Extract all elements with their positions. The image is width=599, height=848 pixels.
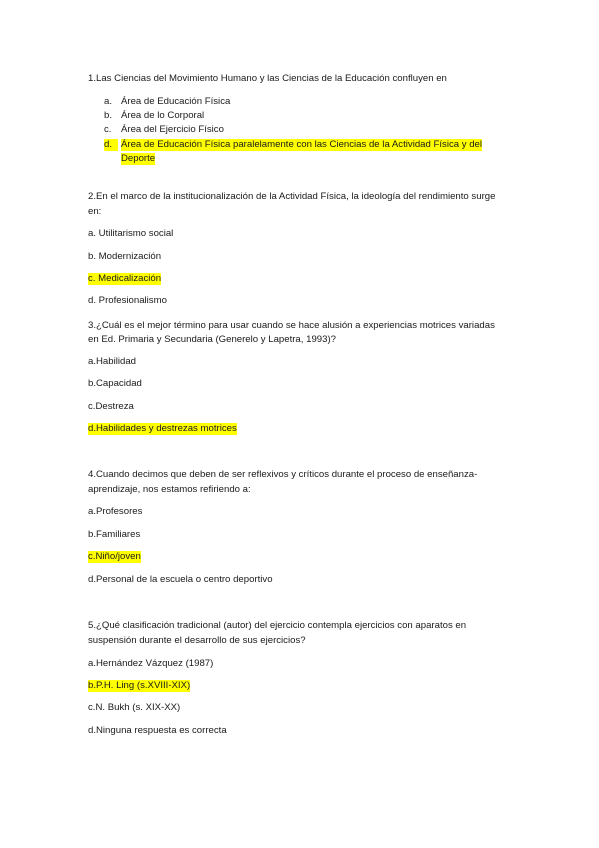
- question-2-option-c-highlighted: c. Medicalización: [88, 273, 162, 284]
- option-marker: a.: [104, 96, 113, 107]
- option-marker: c.: [104, 124, 112, 135]
- question-1-text: 1.Las Ciencias del Movimiento Humano y las Ciencias de la Educación confluyen en: [88, 73, 447, 84]
- question-3-text: 3.¿Cuál es el mejor término para usar cuando se hace alusión a experiencias motrices variadas: [88, 320, 495, 331]
- question-3-text-continuation: en Ed. Primaria y Secundaria (Generelo y Lapetra, 1993)?: [88, 334, 336, 345]
- question-5-text-continuation: suspensión durante el desarrollo de sus ejercicios?: [88, 635, 306, 646]
- question-4-option-a: a.Profesores: [88, 506, 143, 517]
- question-5-option-a: a.Hernández Vázquez (1987): [88, 658, 214, 669]
- option-text-highlighted-continuation: Deporte: [121, 153, 156, 164]
- question-3-option-d-highlighted: d.Habilidades y destrezas motrices: [88, 423, 237, 434]
- question-5-option-c: c.N. Bukh (s. XIX-XX): [88, 702, 181, 713]
- option-text-highlighted: Área de Educación Física paralelamente con las Ciencias de la Actividad Física y del: [121, 139, 483, 150]
- question-4-text: 4.Cuando decimos que deben de ser reflexivos y críticos durante el proceso de enseñanza-: [88, 469, 478, 480]
- question-3-option-a: a.Habilidad: [88, 356, 137, 367]
- question-2-option-b: b. Modernización: [88, 251, 162, 262]
- question-3-option-b: b.Capacidad: [88, 378, 142, 389]
- question-5-option-d: d.Ninguna respuesta es correcta: [88, 725, 227, 736]
- question-3-option-c: c.Destreza: [88, 401, 134, 412]
- option-marker: b.: [104, 110, 113, 121]
- question-2-option-d: d. Profesionalismo: [88, 295, 167, 306]
- question-2-text: 2.En el marco de la institucionalización de la Actividad Física, la ideología del rendimiento surge: [88, 191, 496, 202]
- option-marker: d.: [104, 139, 118, 151]
- option-text: Área de lo Corporal: [121, 110, 205, 121]
- option-text: Área de Educación Física: [121, 96, 231, 107]
- question-4-option-b: b.Familiares: [88, 529, 141, 540]
- option-text: Área del Ejercicio Físico: [121, 124, 224, 135]
- question-5-option-b-highlighted: b.P.H. Ling (s.XVIII-XIX): [88, 680, 191, 691]
- question-4-option-c-highlighted: c.Niño/joven: [88, 551, 141, 562]
- question-5-text: 5.¿Qué clasificación tradicional (autor) del ejercicio contempla ejercicios con aparatos en: [88, 620, 467, 631]
- question-2-text-continuation: en:: [88, 206, 102, 217]
- question-2-option-a: a. Utilitarismo social: [88, 228, 174, 239]
- question-4-text-continuation: aprendizaje, nos estamos refiriendo a:: [88, 484, 251, 495]
- question-4-option-d: d.Personal de la escuela o centro deportivo: [88, 574, 273, 585]
